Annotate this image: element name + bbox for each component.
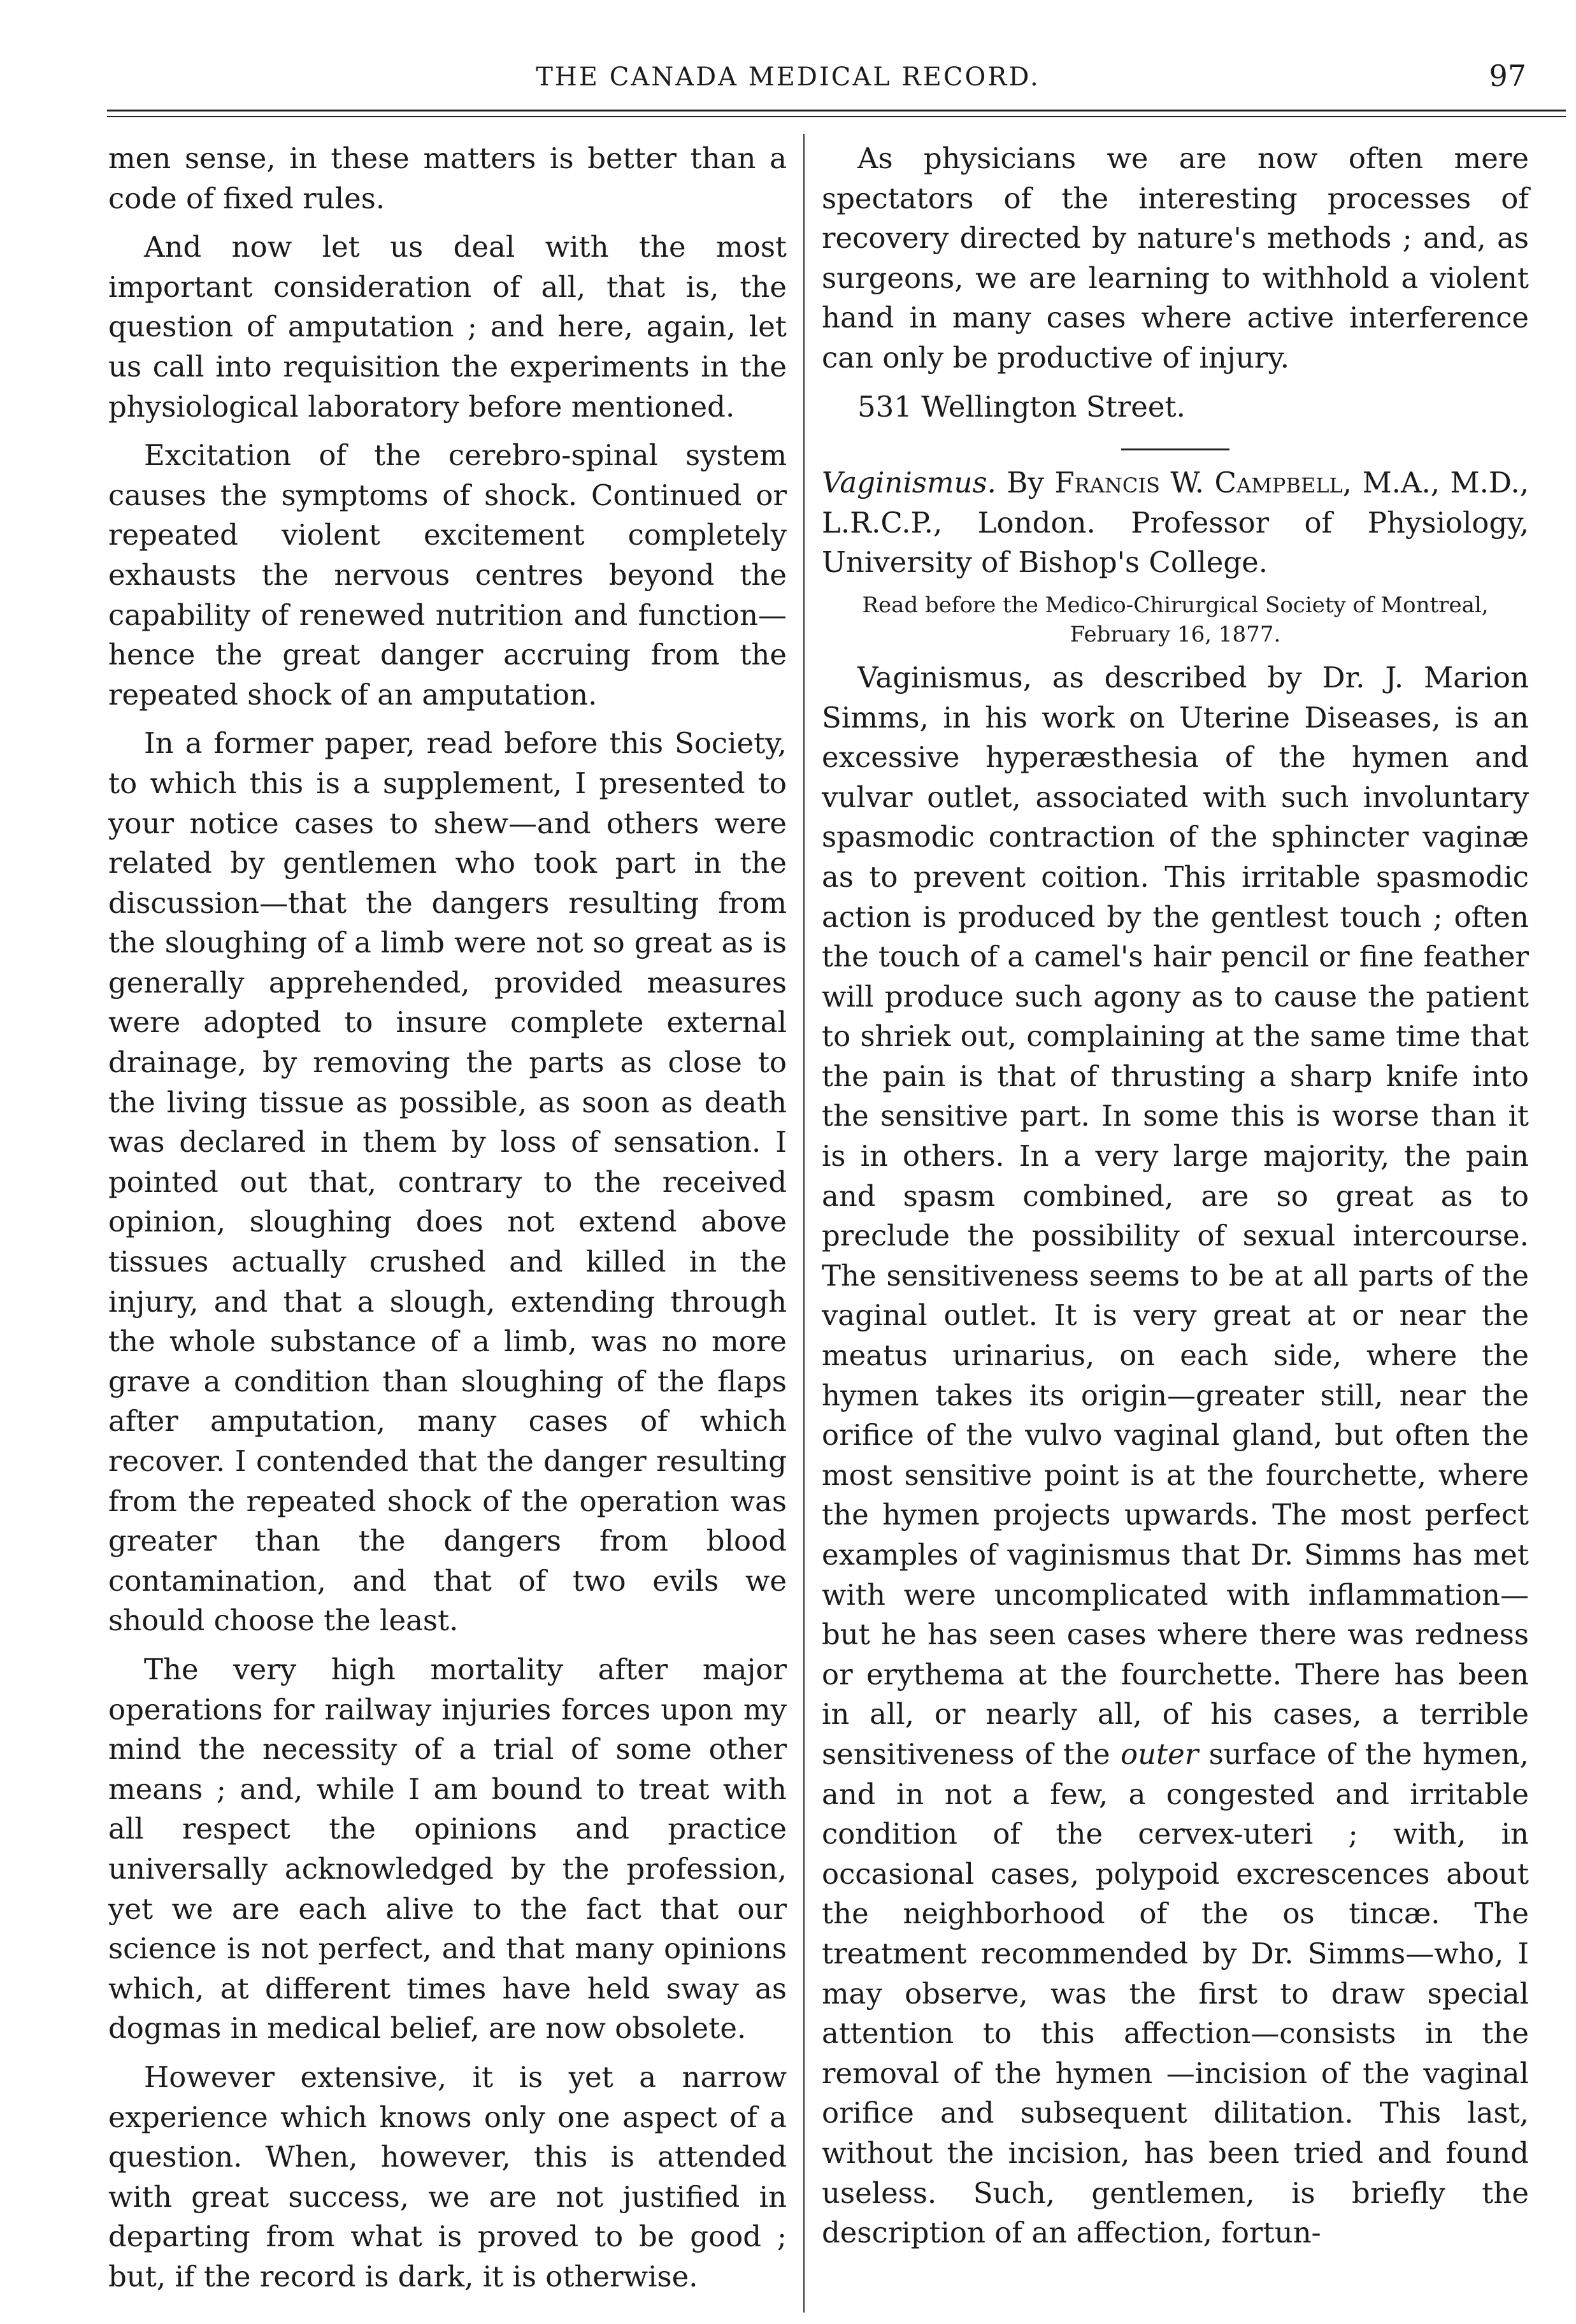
page-number: 97 bbox=[1489, 59, 1526, 93]
header-rule-thin bbox=[107, 116, 1566, 117]
right-column bbox=[822, 139, 1529, 2253]
right-paragraph-1: As physicians we are now often mere spectators of the interesting processes of recovery directed by nature's methods ; and, as surgeons, we are learning to withhold a violent hand in many cases where active interference can only be productive of injury. bbox=[822, 141, 1529, 375]
article-title: Vaginismus. bbox=[822, 466, 996, 500]
read-before-line-2: February 16, 1877. bbox=[1070, 621, 1281, 647]
running-title: THE CANADA MEDICAL RECORD. bbox=[536, 62, 1040, 92]
left-paragraph-4: In a former paper, read before this Society, to which this is a supplement, I presented to your notice cases to shew—and others were related by gentlemen who took part in the discussion—that the dangers resulting from the sloughing of a limb were not so great as is generally apprehended, provided measures were adopted to insure complete external drainage, by removing the parts as close to the living tissue as possible, as soon as death was declared in them by loss of sensation. I pointed out that, contrary to the received opinion, sloughing does not extend above tissues actually crushed and killed in the injury, and that a slough, extending through the whole substance of a limb, was no more grave a condition than sloughing of the flaps after amputation, many cases of which recover. I contended that the danger resulting from the repeated shock of the operation was greater than the dangers from blood contamination, and that of two evils we should choose the least. bbox=[108, 726, 787, 1638]
left-paragraph-3: Excitation of the cerebro-spinal system causes the symptoms of shock. Continued or repeated violent excitement completely exhausts the nervous centres beyond the capability of renewed nutrition and function—hence the great danger accruing from the repeated shock of an amputation. bbox=[108, 438, 787, 712]
author-credentials: , M.A., M.D., L.R.C.P., London. Professor of Physiology, University of Bishop's College. bbox=[822, 466, 1529, 580]
right-paragraph-2-end: surface of the hymen, and in not a few, a congested and irritable condition of the cervex-uteri ; with, in occasional cases, polypoid excrescences about the neighborhood of the os tincæ. The treatment recommended by Dr. Simms—who, I may observe, was the first to draw special attention to this affection—consists in the removal of the hymen —incision of the vaginal orifice and subsequent dilitation. This last, without the incision, has been tried and found useless. Such, gentlemen, is briefly the description of an affection, fortun- bbox=[822, 1737, 1529, 2250]
left-paragraph-5: The very high mortality after major operations for railway injuries forces upon my mind the necessity of a trial of some other means ; and, while I am bound to treat with all respect the opinions and practice universally acknowledged by the profession, yet we are each alive to the fact that our science is not perfect, and that many opinions which, at different times have held sway as dogmas in medical belief, are now obsolete. bbox=[108, 1652, 787, 2046]
left-paragraph-6: However extensive, it is yet a narrow experience which knows only one aspect of a question. When, however, this is attended with great success, we are not justified in departing from what is proved to be good ; but, if the record is dark, it is otherwise. bbox=[108, 2060, 787, 2293]
read-before-line-1: Read before the Medico-Chirurgical Society of Montreal, bbox=[862, 592, 1489, 618]
left-paragraph-2: And now let us deal with the most important consideration of all, that is, the question of amputation ; and here, again, let us call into requisition the experiments in the physiological laboratory before mentioned. bbox=[108, 230, 787, 424]
article-heading bbox=[822, 463, 1529, 583]
read-before-note bbox=[822, 591, 1529, 649]
emphasis-outer: outer bbox=[1120, 1737, 1199, 1771]
right-paragraph-2-start: Vaginismus, as described by Dr. J. Marion Simms, in his work on Uterine Diseases, is an excessive hyperæsthesia of the hymen and vulvar outlet, associated with such involuntary spasmodic contraction of the sphincter vaginæ as to prevent coition. This irritable spasmodic action is produced by the gentlest touch ; often the touch of a camel's hair pencil or fine feather will produce such agony as to cause the patient to shriek out, complaining at the same time that the pain is that of thrusting a sharp knife into the sensitive part. In some this is worse than it is in others. In a very large majority, the pain and spasm combined, are so great as to preclude the possibility of sexual intercourse. The sensitiveness seems to be at all parts of the vaginal outlet. It is very great at or near the meatus urinarius, on each side, where the hymen takes its origin—greater still, near the orifice of the vulvo vaginal gland, but often the most sensitive point is at the fourchette, where the hymen projects upwards. The most perfect examples of vaginismus that Dr. Simms has met with were uncomplicated with inflammation—but he has seen cases where there was redness or erythema at the fourchette. There has been in all, or nearly all, of his cases, a terrible sensitiveness of the bbox=[822, 660, 1529, 1771]
byline-by: By bbox=[1006, 466, 1044, 500]
column-divider bbox=[803, 134, 805, 2313]
article-separator-rule bbox=[1121, 448, 1229, 450]
author-name: Francis W. Campbell bbox=[1054, 466, 1343, 500]
left-paragraph-1: men sense, in these matters is better than a code of fixed rules. bbox=[108, 141, 787, 215]
address-signoff: 531 Wellington Street. bbox=[857, 389, 1186, 424]
header-rule-thick bbox=[107, 110, 1566, 111]
right-paragraph-2 bbox=[822, 658, 1529, 2253]
running-head bbox=[0, 56, 1576, 94]
left-column bbox=[108, 139, 787, 2297]
